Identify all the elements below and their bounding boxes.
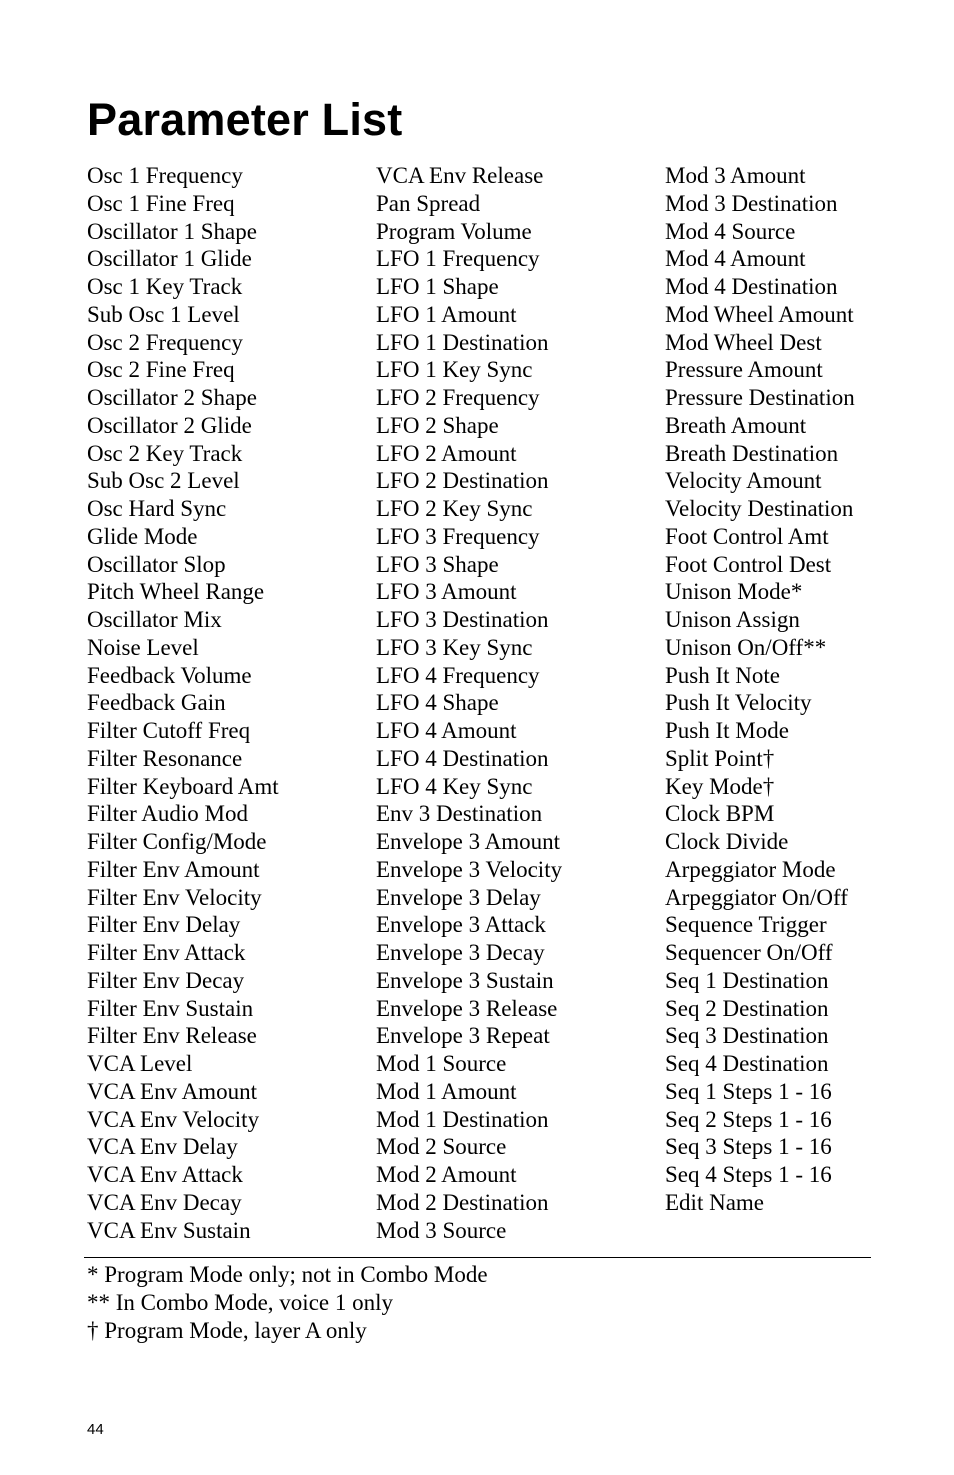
parameter-item: LFO 2 Frequency (376, 385, 540, 410)
parameter-item: Velocity Amount (665, 468, 822, 494)
parameter-item: Oscillator Mix (87, 607, 222, 632)
parameter-item: Mod 1 Source (376, 1051, 507, 1076)
parameter-item: LFO 2 Key Sync (376, 496, 533, 521)
footnote-program-mode: * Program Mode only; not in Combo Mode (87, 1262, 488, 1287)
parameter-item: Key Mode† (665, 773, 775, 799)
parameter-item: Split Point† (665, 745, 775, 771)
parameter-item: Mod 2 Destination (376, 1189, 549, 1215)
parameter-item: Push It Note (665, 662, 780, 688)
footnote-combo-mode: ** In Combo Mode, voice 1 only (87, 1290, 393, 1315)
parameter-item: Mod Wheel Amount (665, 301, 854, 327)
parameter-item: Envelope 3 Amount (376, 829, 560, 854)
parameter-item: Unison Assign (665, 607, 800, 632)
parameter-item: Foot Control Dest (665, 551, 832, 577)
parameter-item: Oscillator 2 Glide (87, 412, 252, 438)
parameter-item: Push It Velocity (665, 690, 812, 716)
parameter-item: LFO 3 Destination (376, 607, 549, 632)
parameter-column-2 (376, 162, 562, 1244)
parameter-item: Filter Env Amount (87, 856, 260, 882)
parameter-item: LFO 1 Frequency (376, 246, 540, 272)
parameter-item: LFO 3 Amount (376, 579, 517, 605)
parameter-item: Osc 1 Fine Freq (87, 190, 235, 216)
parameter-item: Mod 1 Amount (376, 1078, 517, 1104)
parameter-item: Feedback Volume (87, 662, 252, 688)
parameter-item: LFO 4 Shape (376, 690, 499, 716)
parameter-item: Sequence Trigger (665, 912, 827, 938)
parameter-item: Pressure Destination (665, 385, 855, 410)
parameter-item: LFO 1 Amount (376, 301, 517, 327)
parameter-item: Glide Mode (87, 523, 198, 549)
parameter-item: LFO 2 Destination (376, 468, 549, 494)
page-title: Parameter List (87, 94, 403, 145)
parameter-item: Sequencer On/Off (665, 940, 833, 965)
parameter-item: Seq 2 Destination (665, 995, 829, 1021)
parameter-item: Feedback Gain (87, 690, 226, 716)
parameter-item: Filter Audio Mod (87, 801, 249, 827)
parameter-item: Seq 4 Steps 1 - 16 (665, 1162, 832, 1187)
parameter-item: Foot Control Amt (665, 523, 829, 549)
parameter-item: Oscillator 2 Shape (87, 385, 257, 410)
parameter-item: Unison On/Off** (665, 634, 827, 660)
parameter-item: Osc Hard Sync (87, 496, 227, 521)
parameter-item: Filter Env Delay (87, 912, 241, 938)
parameter-item: Push It Mode (665, 718, 789, 743)
parameter-item: LFO 2 Shape (376, 412, 499, 438)
footnotes (87, 1261, 488, 1345)
parameter-item: Osc 2 Frequency (87, 329, 243, 355)
parameter-column-1 (87, 162, 279, 1244)
parameter-item: Osc 1 Frequency (87, 163, 243, 188)
parameter-item: LFO 3 Shape (376, 551, 499, 577)
parameter-item: Mod 2 Amount (376, 1162, 517, 1187)
parameter-item: LFO 1 Key Sync (376, 357, 533, 383)
parameter-item: Filter Env Attack (87, 940, 246, 965)
footnote-divider (84, 1257, 871, 1258)
parameter-item: Noise Level (87, 634, 199, 660)
parameter-item: Osc 1 Key Track (87, 274, 243, 299)
parameter-item: LFO 2 Amount (376, 440, 517, 466)
parameter-item: Pressure Amount (665, 357, 823, 383)
parameter-item: Mod 3 Amount (665, 163, 806, 188)
parameter-item: Filter Env Velocity (87, 884, 262, 910)
parameter-item: Seq 2 Steps 1 - 16 (665, 1106, 832, 1132)
parameter-item: Filter Cutoff Freq (87, 718, 251, 743)
page-number: 44 (87, 1421, 104, 1438)
parameter-item: Seq 1 Steps 1 - 16 (665, 1078, 832, 1104)
parameter-item: VCA Env Decay (87, 1189, 242, 1215)
parameter-item: Program Volume (376, 218, 532, 244)
parameter-item: Filter Env Release (87, 1023, 257, 1049)
parameter-item: Filter Resonance (87, 745, 243, 771)
parameter-item: VCA Env Sustain (87, 1217, 251, 1243)
parameter-item: Filter Config/Mode (87, 829, 267, 854)
parameter-item: Envelope 3 Delay (376, 884, 541, 910)
parameter-item: LFO 4 Frequency (376, 662, 540, 688)
parameter-item: LFO 3 Frequency (376, 523, 540, 549)
parameter-item: VCA Env Attack (87, 1162, 243, 1187)
parameter-item: VCA Level (87, 1051, 193, 1076)
parameter-column-3 (665, 162, 855, 1217)
parameter-item: Envelope 3 Repeat (376, 1023, 550, 1049)
parameter-item: Arpeggiator On/Off (665, 884, 848, 910)
parameter-item: Sub Osc 2 Level (87, 468, 240, 494)
parameter-item: LFO 4 Destination (376, 745, 549, 771)
parameter-item: Filter Env Sustain (87, 995, 254, 1021)
parameter-item: Envelope 3 Sustain (376, 967, 554, 993)
parameter-item: Mod 4 Source (665, 218, 796, 244)
parameter-item: Env 3 Destination (376, 801, 543, 827)
parameter-item: LFO 1 Shape (376, 274, 499, 299)
parameter-item: Unison Mode* (665, 579, 803, 605)
parameter-item: Envelope 3 Velocity (376, 856, 563, 882)
parameter-item: LFO 4 Key Sync (376, 773, 533, 799)
parameter-item: Mod 2 Source (376, 1134, 507, 1160)
parameter-item: Oscillator 1 Shape (87, 218, 257, 244)
parameter-item: Envelope 3 Attack (376, 912, 546, 938)
parameter-item: Filter Keyboard Amt (87, 773, 279, 799)
parameter-item: Osc 2 Key Track (87, 440, 243, 466)
parameter-item: Clock Divide (665, 829, 789, 854)
parameter-item: Velocity Destination (665, 496, 854, 521)
parameter-item: Oscillator Slop (87, 551, 226, 577)
parameter-item: Pitch Wheel Range (87, 579, 265, 605)
parameter-item: Seq 3 Steps 1 - 16 (665, 1134, 832, 1160)
parameter-item: Oscillator 1 Glide (87, 246, 252, 272)
parameter-item: Pan Spread (376, 190, 481, 216)
parameter-item: Clock BPM (665, 801, 775, 827)
parameter-item: Mod 3 Destination (665, 190, 838, 216)
parameter-item: Mod Wheel Dest (665, 329, 822, 355)
parameter-item: Mod 4 Amount (665, 246, 806, 272)
parameter-item: Osc 2 Fine Freq (87, 357, 235, 383)
parameter-item: VCA Env Velocity (87, 1106, 260, 1132)
parameter-item: Seq 3 Destination (665, 1023, 829, 1049)
parameter-item: Mod 4 Destination (665, 274, 838, 299)
parameter-item: VCA Env Release (376, 163, 544, 188)
parameter-item: Edit Name (665, 1189, 764, 1215)
parameter-item: Sub Osc 1 Level (87, 301, 240, 327)
parameter-item: LFO 1 Destination (376, 329, 549, 355)
parameter-item: VCA Env Amount (87, 1078, 257, 1104)
parameter-item: Filter Env Decay (87, 967, 245, 993)
parameter-item: LFO 3 Key Sync (376, 634, 533, 660)
parameter-item: VCA Env Delay (87, 1134, 238, 1160)
parameter-item: Mod 1 Destination (376, 1106, 549, 1132)
parameter-item: Envelope 3 Decay (376, 940, 545, 965)
parameter-item: Seq 4 Destination (665, 1051, 829, 1076)
parameter-item: Arpeggiator Mode (665, 856, 836, 882)
parameter-item: Envelope 3 Release (376, 995, 558, 1021)
parameter-item: Seq 1 Destination (665, 967, 829, 993)
parameter-item: Mod 3 Source (376, 1217, 507, 1243)
parameter-item: LFO 4 Amount (376, 718, 517, 743)
parameter-item: Breath Amount (665, 412, 807, 438)
footnote-layer-a: † Program Mode, layer A only (87, 1318, 367, 1343)
parameter-item: Breath Destination (665, 440, 839, 466)
